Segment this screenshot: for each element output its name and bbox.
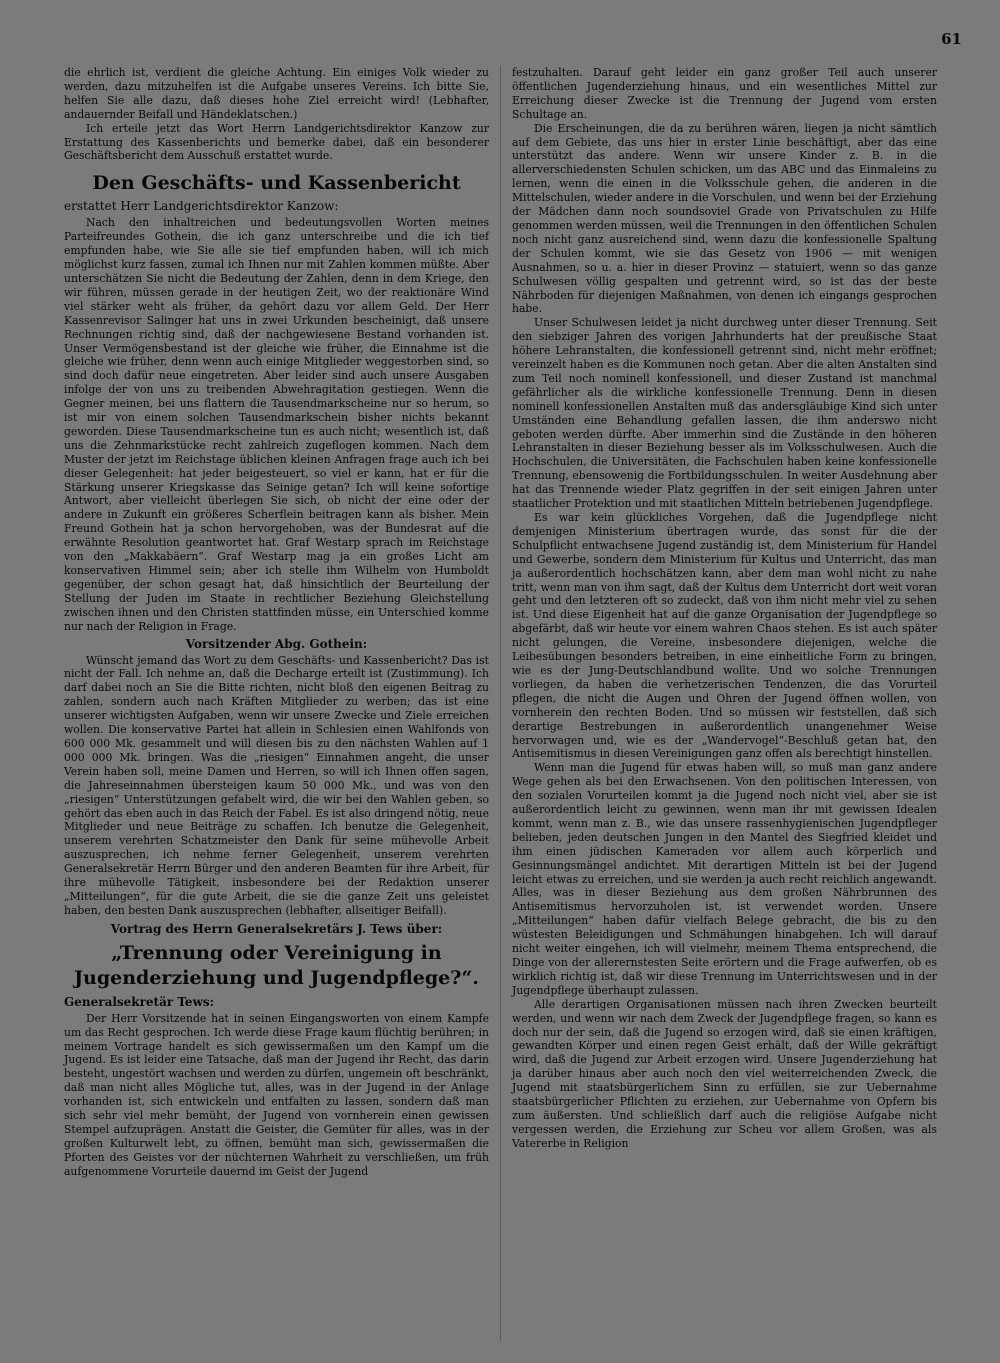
handoff-paragraph: Ich erteile jetzt das Wort Herrn Landgerichtsdirektor Kanzow zur Erstattung des Kassenberichts und bemerke dabei, daß ein besonderer Geschäftsbericht dem Ausschuß erstattet wurde. bbox=[64, 121, 489, 163]
lecture-intro: Vortrag des Herrn Generalsekretärs J. Tews über: bbox=[110, 921, 443, 936]
lecture-title: „Trennung oder Vereinigung in Jugenderziehung und Jugendpflege?“. bbox=[74, 941, 479, 989]
page-number: 61 bbox=[941, 30, 962, 48]
lecture-speaker-label: Generalsekretär Tews: bbox=[64, 994, 215, 1009]
column-divider bbox=[500, 66, 501, 1341]
right-paragraph-5: Wenn man die Jugend für etwas haben will, so muß man ganz andere Wege gehen als bei den Erwachsenen. Von den politischen Interessen, von den sozialen Vorurteilen kommt ja die Jugend noch nicht viel, aber sie ist außerordentlich leicht zu gewinnen, wenn man ihr mit gewissen Idealen kommt, wenn man z. B., wie das unsere rassenhygienischen Jugendpfleger belieben, jeden deutschen Jungen in den Mantel des Siegfried kleidet und ihm einen jüdischen Kameraden vor allem auch körperlich und Gesinnungsmängel andichtet. Mit derartigen Mitteln ist bei der Jugend leicht etwas zu erreichen, und sie werden ja auch recht reichlich angewandt. Alles, was in dieser Beziehung aus dem großen Nährbrunnen des Antisemitismus hervorzuholen ist, ist verwendet worden. Unsere „Mitteilungen“ haben dafür vielfach Belege gebracht, die bis zu den wüstesten Beleidigungen und Schmähungen hinabgehen. Ich will darauf nicht weiter eingehen, ich will vielmehr, meinem Thema entsprechend, die Dinge von der allerernstesten Seite erörtern und die Frage aufwerfen, ob es wirklich richtig ist, daß wir diese Trennung im Unterrichtswesen und in der Jugendpflege überhaupt zulassen. bbox=[512, 761, 937, 997]
lecture-paragraph: Der Herr Vorsitzende hat in seinen Eingangsworten von einem Kampfe um das Recht gesprochen. Ich werde diese Frage kaum flüchtig berühren; in meinem Vortrage handelt es sich gewissermaßen um den Kampf um die Jugend. Es ist leider eine Tatsache, daß man der Jugend ihr Recht, das darin besteht, ungestört wachsen und werden zu dürfen, ungemein oft beschränkt, daß man nicht alles Mögliche tut, alles, was in der Jugend in der Anlage vorhanden ist, sich entwickeln und entfalten zu lassen, sondern daß man sich sehr viel mehr bemüht, der Jugend von vornherein einen gewissen Stempel aufzuprägen. Anstatt die Geister, die Gemüter für alles, was in der großen Kulturwelt lebt, zu öffnen, bemüht man sich, gewissermaßen die Pforten des Geistes vor der nüchternen Wahrheit zu verschließen, um früh aufgenommene Vorurteile dauernd im Geist der Jugend bbox=[64, 1011, 489, 1178]
right-paragraph-2: Die Erscheinungen, die da zu berühren wären, liegen ja nicht sämtlich auf dem Gebiete, das uns hier in erster Linie beschäftigt, aber das eine unterstützt das andere. Wenn wir unsere Kinder z. B. in die allerverschiedensten Schulen schicken, um das ABC und das Einmaleins zu lernen, wenn die einen in die Volksschule gehen, die anderen in die Mittelschulen, wieder andere in die Vorschulen, und wenn bei der Erziehung der Mädchen dann noch soundsoviel Grade von Privatschulen zu Hilfe genommen werden müssen, weil die Trennungen in den öffentlichen Schulen noch nicht ganz ausreichend sind, wenn dazu die konfessionelle Spaltung der Schulen kommt, wie sie das Gesetz von 1906 — mit wenigen Ausnahmen, so u. a. hier in dieser Provinz — statuiert, wenn so das ganze Schulwesen völlig gespalten und getrennt wird, so ist das der beste Nährboden für diejenigen Maßnahmen, von denen ich eingangs gesprochen habe. bbox=[512, 121, 937, 316]
right-paragraph-4: Es war kein glückliches Vorgehen, daß die Jugendpflege nicht demjenigen Ministerium übertragen wurde, das sonst für die der Schulpflicht entwachsene Jugend zuständig ist, dem Ministerium für Handel und Gewerbe, sondern dem Ministerium für Kultus und Unterricht, das man ja außerordentlich hochschätzen kann, aber dem man wohl nicht zu nahe tritt, wenn man von ihm sagt, daß der Kultus dem Unterricht dort weit voran geht und den letzteren oft so zudeckt, daß von ihm nicht mehr viel zu sehen ist. Und diese Eigenheit hat auf die ganze Organisation der Jugendpflege so abgefärbt, daß wir heute vor einem wahren Chaos stehen. Es ist auch später nicht gelungen, die Vereine, insbesondere diejenigen, welche die Leibesübungen besonders betreiben, in eine einheitliche Form zu bringen, wie es der Jung-Deutschlandbund wollte. Und wo solche Trennungen vorliegen, da haben die verhetzerischen Tendenzen, die das Vorurteil pflegen, die nicht die Augen und Ohren der Jugend öffnen wollen, von vornherein den rechten Boden. Und so müssen wir feststellen, daß sich derartige Bestrebungen in außerordentlich unangenehmer Weise hervorwagen und, wie es der „Wandervogel“-Beschluß getan hat, den Antisemitismus in diesen Vereinigungen ganz offen als berechtigt hinstellen. bbox=[512, 511, 937, 761]
right-column bbox=[512, 66, 937, 1341]
left-column bbox=[64, 66, 489, 1341]
right-paragraph-6: Alle derartigen Organisationen müssen nach ihren Zwecken beurteilt werden, und wenn wir nach dem Zweck der Jugendpflege fragen, so kann es doch nur der sein, daß die Jugend so erzogen wird, daß sie einen kräftigen, gewandten Körper und einen regen Geist erhält, daß der Wille gekräftigt wird, daß die Jugend zur Arbeit erzogen wird. Unsere Jugenderziehung hat ja darüber hinaus aber auch noch den viel weiterreichenden Zweck, die Jugend mit staatsbürgerlichem Sinn zu erfüllen, sie zur Uebernahme staatsbürgerlicher Pflichten zu erziehen, zur Uebernahme von Opfern bis zum äußersten. Und schließlich darf auch die religiöse Aufgabe nicht vergessen werden, die Erziehung zur Scheu vor allem Großen, was als Vatererbe in Religion bbox=[512, 997, 937, 1150]
chair-speaker-label: Vorsitzender Abg. Gothein: bbox=[185, 636, 368, 651]
chair-paragraph: Wünscht jemand das Wort zu dem Geschäfts- und Kassenbericht? Das ist nicht der Fall. Ich nehme an, daß die Decharge erteilt ist (Zustimmung). Ich darf dabei noch an Sie die Bitte richten, nicht bloß den eigenen Beitrag zu zahlen, sondern auch nach Kräften Mitglieder zu werben; das ist eine unserer wichtigsten Aufgaben, wenn wir unsere Zwecke und Ziele erreichen wollen. Die konservative Partei hat allein in Schlesien einen Wahlfonds von 600 000 Mk. gesammelt und will diesen bis zu den nächsten Wahlen auf 1 000 000 Mk. bringen. Was die „riesigen“ Einnahmen angeht, die unser Verein haben soll, meine Damen und Herren, so will ich Ihnen offen sagen, die Jahreseinnahmen übersteigen kaum 50 000 Mk., und was von den „riesigen“ Unterstützungen gefabelt wird, die wir bei den Wahlen geben, so gehört das eben auch in das Reich der Fabel. Es ist also dringend nötig, neue Mitglieder und neue Beiträge zu schaffen. Ich benutze die Gelegenheit, unserem verehrten Schatzmeister den Dank für seine mühevolle Arbeit auszusprechen, ich nehme ferner Gelegenheit, unserem verehrten Generalsekretär Herrn Bürger und den anderen Beamten für ihre Arbeit, für ihre mühevolle Tätigkeit, insbesondere bei der Redaktion unserer „Mitteilungen“, für die gute Arbeit, die sie die ganze Zeit uns geleistet haben, den besten Dank auszusprechen (lebhafter, allseitiger Beifall). bbox=[64, 653, 489, 917]
right-paragraph-1: festzuhalten. Darauf geht leider ein ganz großer Teil auch unserer öffentlichen Jugenderziehung hinaus, und ein wesentliches Mittel zur Erreichung dieser Zwecke ist die Trennung der Jugend vom ersten Schultage an. bbox=[512, 66, 937, 121]
right-paragraph-3: Unser Schulwesen leidet ja nicht durchweg unter dieser Trennung. Seit den siebziger Jahren des vorigen Jahrhunderts hat der preußische Staat höhere Lehranstalten, die konfessionell getrennt sind, nicht mehr eröffnet; vereinzelt haben es die Kommunen noch getan. Aber die alten Anstalten sind zum Teil noch nominell konfessionell, und dieser Zustand ist manchmal gefährlicher als die wirkliche konfessionelle Trennung. Denn in diesen nominell konfessionellen Anstalten muß das andersgläubige Kind sich unter Umständen eine Behandlung gefallen lassen, die ihm anderswo nicht geboten werden dürfte. Aber immerhin sind die Zustände in den höheren Lehranstalten in dieser Beziehung besser als im Volksschulwesen. Auch die Hochschulen, die Universitäten, die Fachschulen haben keine konfessionelle Trennung, ebensowenig die Fortbildungsschulen. In weiter Ausdehnung aber hat das Trennende wieder Platz gegriffen in der seit einigen Jahren unter staatlicher Protektion und mit staatlichen Mitteln betriebenen Jugendpflege. bbox=[512, 316, 937, 511]
section-byline: erstattet Herr Landgerichtsdirektor Kanzow: bbox=[64, 199, 339, 214]
opening-paragraph: die ehrlich ist, verdient die gleiche Achtung. Ein einiges Volk wieder zu werden, dazu mitzuhelfen ist die Aufgabe unseres Vereins. Ich bitte Sie, helfen Sie alle dazu, daß dieses hohe Ziel erreicht wird! (Lebhafter, andauernder Beifall und Händeklatschen.) bbox=[64, 66, 489, 121]
report-paragraph: Nach den inhaltreichen und bedeutungsvollen Worten meines Parteifreundes Gothein, die ich ganz unterschreibe und die ich tief empfunden habe, wie Sie alle sie tief empfunden haben, will ich mich möglichst kurz fassen, zumal ich Ihnen nur mit Zahlen kommen müßte. Aber unterschätzen Sie nicht die Bedeutung der Zahlen, denn in dem Kriege, den wir führen, müssen gerade in der heutigen Zeit, wo der reaktionäre Wind viel stärker weht als früher, da gehört dazu vor allem Geld. Der Herr Kassenrevisor Salinger hat uns in zwei Urkunden bescheinigt, daß unsere Rechnungen richtig sind, daß der nachgewiesene Bestand vorhanden ist. Unser Vermögensbestand ist der gleiche wie früher, die Einnahme ist die gleiche wie früher, denn wenn auch einige Mitglieder weggestorben sind, so sind doch dafür neue eingetreten. Aber leider sind auch unsere Ausgaben infolge der von uns zu treibenden Abwehragitation gestiegen. Wenn die Gegner meinen, bei uns flattern die Tausendmarkscheine nur so herum, so ist mir von einem solchen Tausendmarkschein bisher nichts bekannt geworden. Diese Tausendmarkscheine tun es auch nicht; wesentlich ist, daß uns die Zehnmarkstücke recht zahlreich zugeflogen kommen. Nach dem Muster der jetzt im Reichstage üblichen kleinen Anfragen frage auch ich bei dieser Gelegenheit: hat jeder beigesteuert, so viel er kann, hat er für die Stärkung unserer Kriegskasse das Seinige getan? Ich will keine sofortige Antwort, aber vielleicht überlegen Sie sich, ob nicht der eine oder der andere in Zukunft ein größeres Scherflein beitragen kann als bisher. Mein Freund Gothein hat ja schon hervorgehoben, was der Bundesrat auf die erwähnte Resolution geantwortet hat. Graf Westarp sprach im Reichstage von den „Makkabäern“. Graf Westarp mag ja ein großes Licht am konservativen Himmel sein; aber ich stelle ihm Wilhelm von Humboldt gegenüber, der schon gesagt hat, daß hinsichtlich der Beurteilung der Stellung der Juden im Staate in rechtlicher Beziehung Gleichstellung zwischen ihnen und den Christen stattfinden müsse, ein Unterschied komme nur nach der Religion in Frage. bbox=[64, 216, 489, 633]
section-heading: Den Geschäfts- und Kassenbericht bbox=[92, 172, 461, 195]
